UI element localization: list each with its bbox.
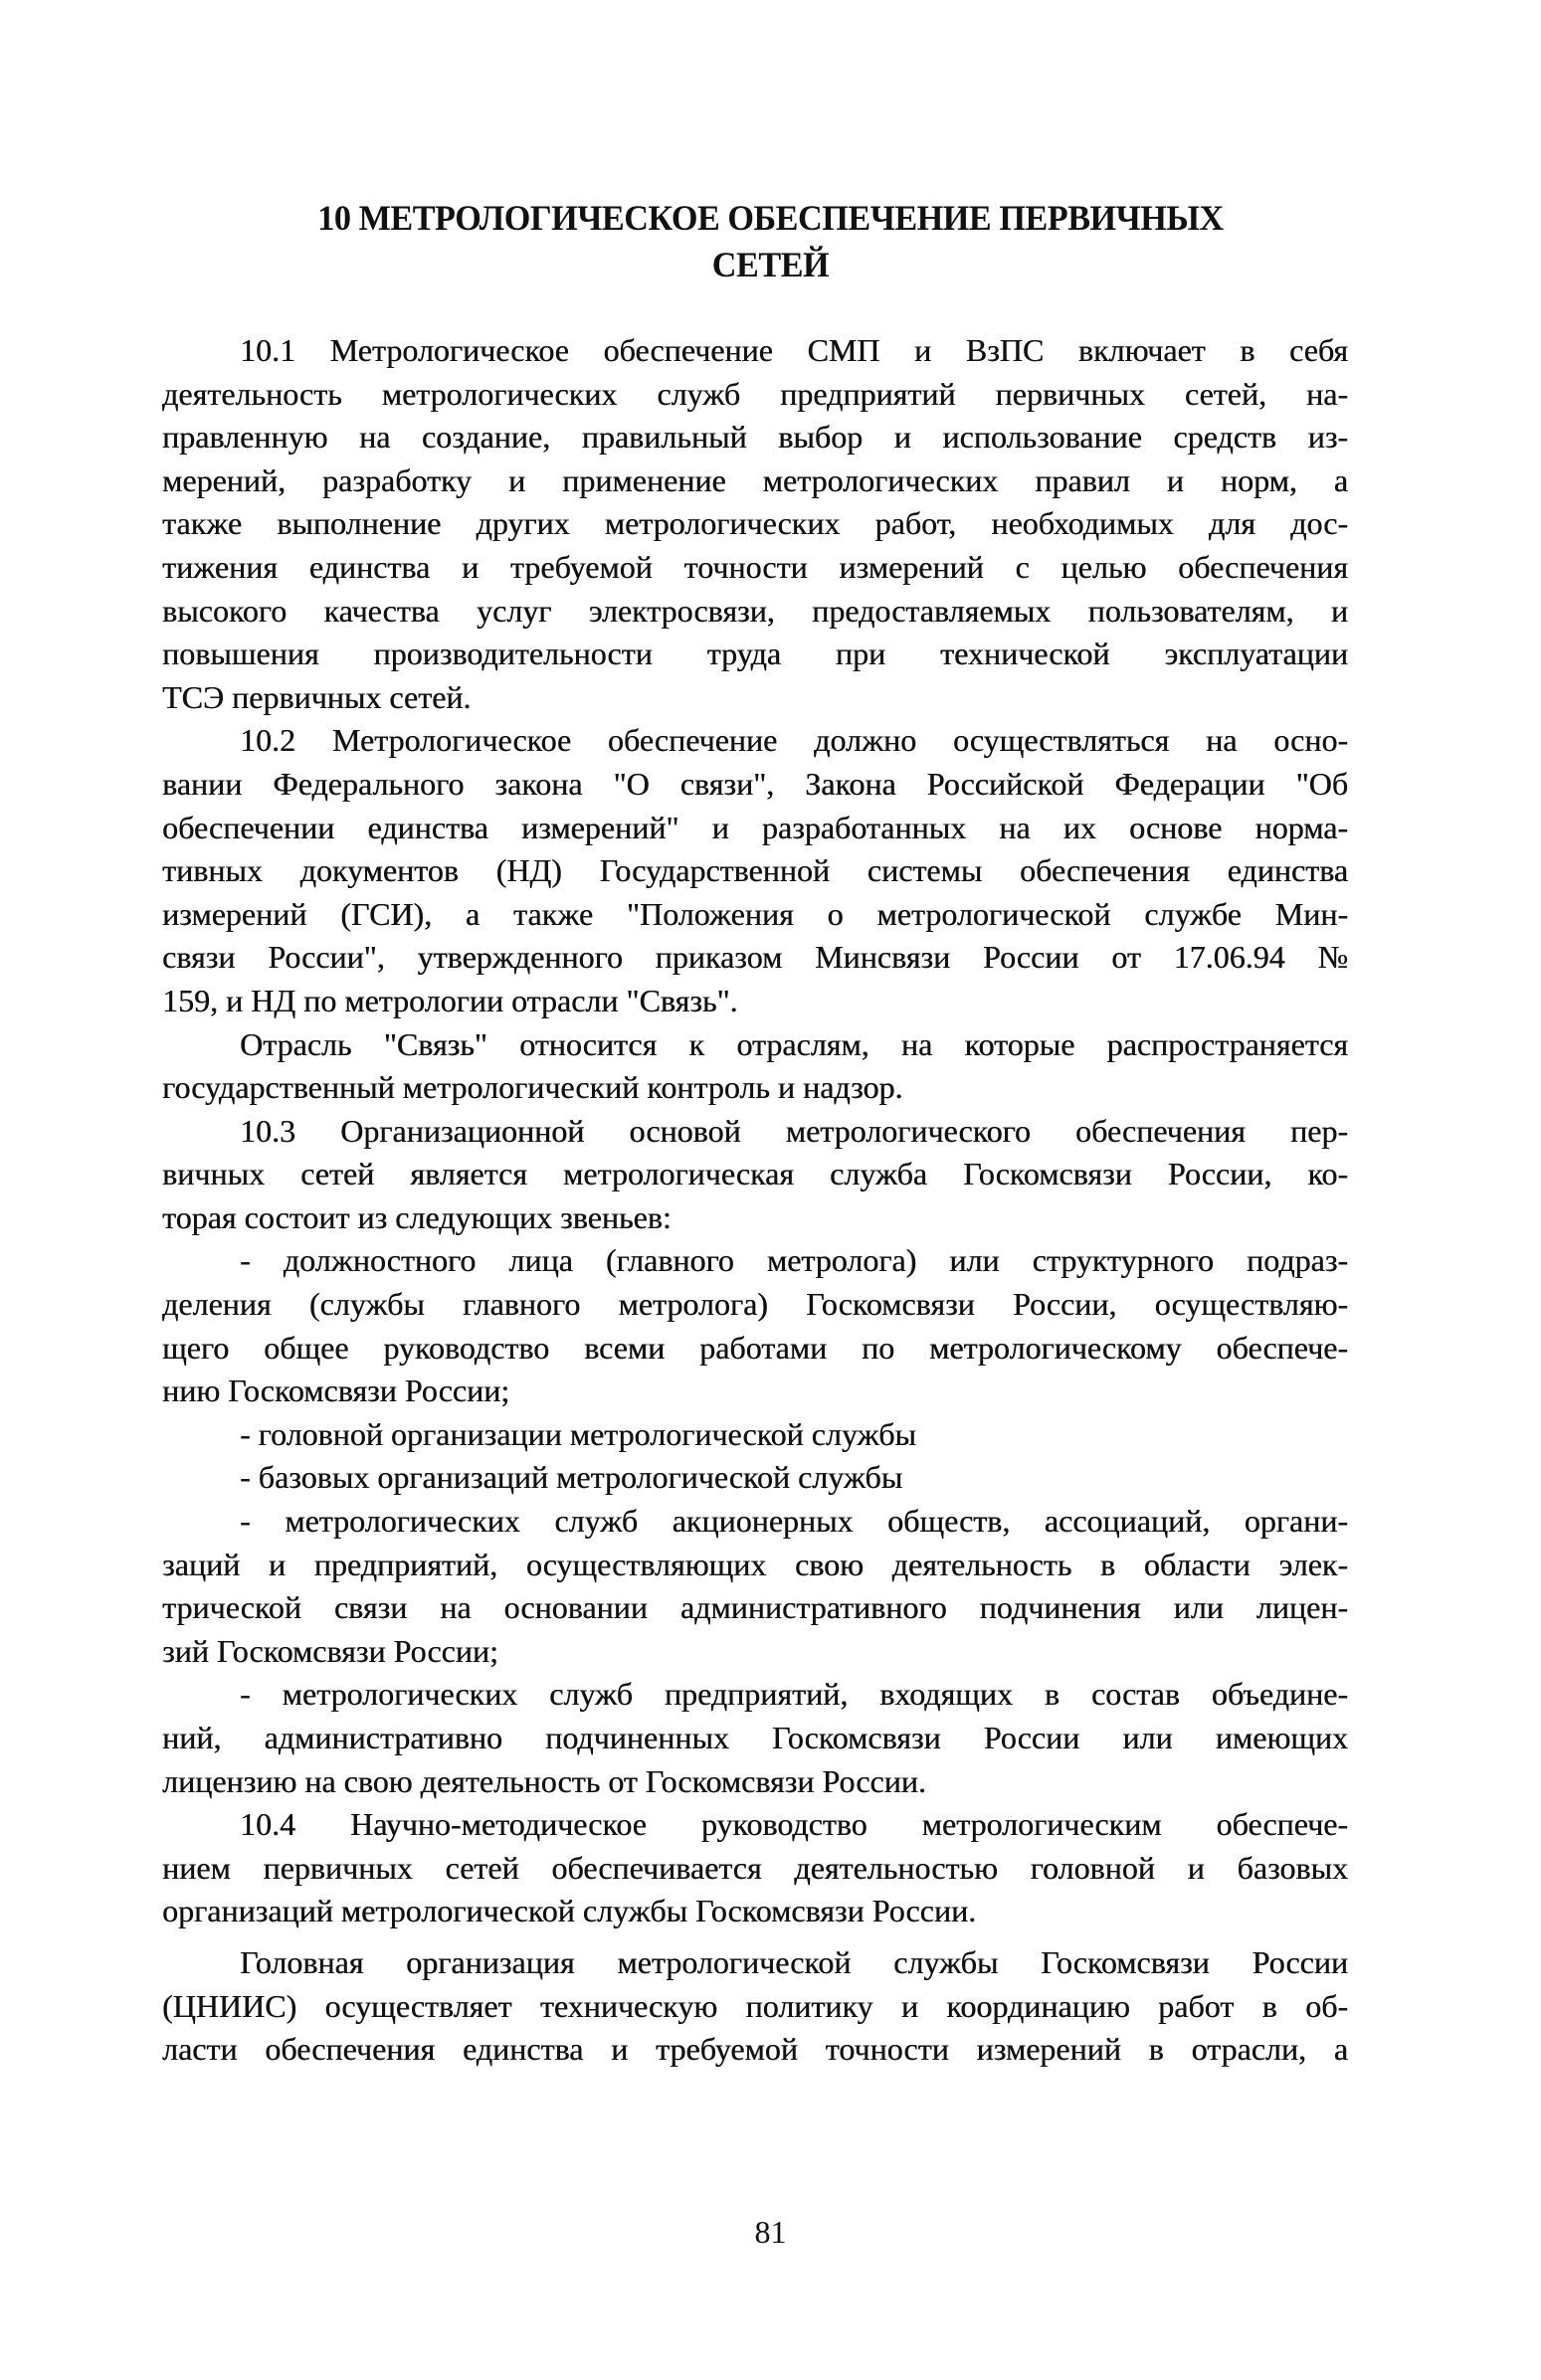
text-line: - метрологических служб предприятий, входящих в состав объедине- xyxy=(240,1676,1348,1713)
text-line: вичных сетей является метрологическая служба Госкомсвязи России, ко- xyxy=(162,1156,1348,1192)
text-line: Отрасль "Связь" относится к отраслям, на которые распространяется xyxy=(240,1025,1348,1062)
text-line: нием первичных сетей обеспечивается деятельностью головной и базовых xyxy=(162,1849,1348,1886)
text-line: лицензию на свою деятельность от Госкомсвязи России. xyxy=(162,1762,926,1799)
text-line: нию Госкомсвязи России; xyxy=(162,1373,510,1409)
text-line: повышения производительности труда при технической эксплуатации xyxy=(162,636,1348,672)
text-line: обеспечении единства измерений" и разработанных на их основе норма- xyxy=(162,809,1348,845)
text-line: тижения единства и требуемой точности измерений с целью обеспечения xyxy=(162,548,1348,585)
text-line: торая состоит из следующих звеньев: xyxy=(162,1198,672,1235)
page-number: 81 xyxy=(754,2214,787,2250)
text-line: также выполнение других метрологических работ, необходимых для дос- xyxy=(162,505,1348,542)
text-line: Головная организация метрологической службы Госкомсвязи России xyxy=(240,1943,1348,1980)
text-line: ТСЭ первичных сетей. xyxy=(162,678,472,715)
text-line: связи России", утвержденного приказом Минсвязи России от 17.06.94 № xyxy=(162,939,1348,976)
text-line: щего общее руководство всеми работами по метрологическому обеспече- xyxy=(162,1329,1348,1366)
section-title: 10 МЕТРОЛОГИЧЕСКОЕ ОБЕСПЕЧЕНИЕ ПЕРВИЧНЫХ xyxy=(317,198,1224,238)
text-line: заций и предприятий, осуществляющих свою деятельность в области элек- xyxy=(162,1546,1348,1582)
text-line: измерений (ГСИ), а также "Положения о метрологической службе Мин- xyxy=(162,895,1348,932)
text-line: - метрологических служб акционерных обществ, ассоциаций, органи- xyxy=(240,1503,1348,1540)
text-line: - должностного лица (главного метролога) или структурного подраз- xyxy=(240,1242,1348,1279)
text-line: государственный метрологический контроль и надзор. xyxy=(162,1069,903,1106)
text-line: 159, и НД по метрологии отрасли "Связь". xyxy=(162,982,738,1018)
text-line: вании Федерального закона "О связи", Закона Российской Федерации "Об xyxy=(162,765,1348,802)
text-line: зий Госкомсвязи России; xyxy=(162,1632,498,1669)
text-line: правленную на создание, правильный выбор и использование средств из- xyxy=(162,419,1348,456)
text-line: 10.1 Метрологическое обеспечение СМП и ВзПС включает в себя xyxy=(240,332,1348,368)
text-line: мерений, разработку и применение метрологических правил и норм, а xyxy=(162,461,1348,498)
text-line: деления (службы главного метролога) Госкомсвязи России, осуществляю- xyxy=(162,1286,1348,1323)
text-line: (ЦНИИС) осуществляет техническую политику и координацию работ в об- xyxy=(162,1987,1348,2024)
body-text xyxy=(162,329,1348,2072)
text-line: ний, административно подчиненных Госкомсвязи России или имеющих xyxy=(162,1720,1348,1755)
text-line: 10.2 Метрологическое обеспечение должно осуществляться на осно- xyxy=(240,722,1348,759)
text-line: - головной организации метрологической службы xyxy=(240,1415,916,1452)
section-title-continued: СЕТЕЙ xyxy=(711,245,830,284)
text-line: ласти обеспечения единства и требуемой точности измерений в отрасли, а xyxy=(162,2031,1348,2068)
text-line: тивных документов (НД) Государственной системы обеспечения единства xyxy=(162,852,1348,889)
text-line: 10.4 Научно-методическое руководство метрологическим обеспече- xyxy=(240,1806,1348,1843)
text-line: деятельность метрологических служб предприятий первичных сетей, на- xyxy=(162,375,1348,412)
text-line: трической связи на основании административного подчинения или лицен- xyxy=(162,1589,1348,1626)
text-line: 10.3 Организационной основой метрологического обеспечения пер- xyxy=(240,1112,1348,1149)
text-line: высокого качества услуг электросвязи, предоставляемых пользователям, и xyxy=(162,592,1348,629)
text-line: организаций метрологической службы Госкомсвязи России. xyxy=(162,1893,977,1929)
text-line: - базовых организаций метрологической службы xyxy=(240,1459,903,1496)
